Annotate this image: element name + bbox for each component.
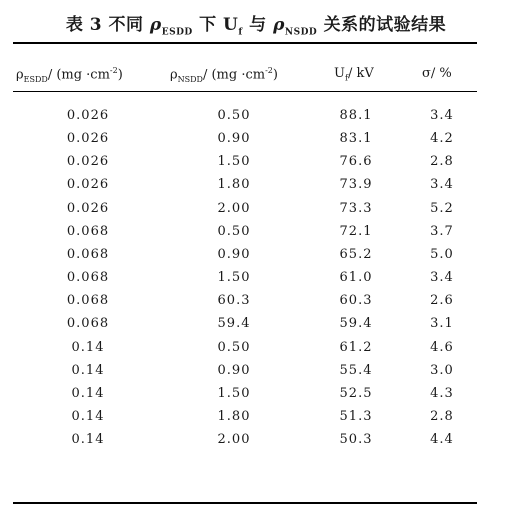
header-sigma xyxy=(422,66,452,81)
title-rho-esdd: ρ xyxy=(149,15,162,35)
cell-esdd: 0.068 xyxy=(66,293,110,309)
header-nsdd-sup: -2 xyxy=(265,66,273,75)
header-nsdd-unit: / (mg ·cm xyxy=(202,67,266,83)
title-rho-nsdd: ρ xyxy=(273,15,285,35)
header-uf xyxy=(334,66,374,83)
cell-nsdd: 2.00 xyxy=(217,200,251,216)
cell-esdd: 0.068 xyxy=(66,270,110,286)
cell-uf: 83.1 xyxy=(339,131,373,147)
header-sigma-label: σ/ % xyxy=(422,66,452,81)
cell-sigma: 3.4 xyxy=(430,177,454,193)
cell-nsdd: 60.3 xyxy=(217,293,251,309)
cell-uf: 50.3 xyxy=(339,432,373,448)
bottom-rule xyxy=(13,502,477,504)
header-esdd-sub: ESDD xyxy=(23,74,48,84)
cell-nsdd: 1.50 xyxy=(217,385,251,401)
cell-uf: 76.6 xyxy=(339,154,373,170)
cell-nsdd: 0.50 xyxy=(217,339,251,355)
cell-sigma: 3.4 xyxy=(430,108,454,123)
cell-uf: 65.2 xyxy=(339,246,373,262)
cell-nsdd: 0.50 xyxy=(217,223,251,239)
cell-sigma: 4.3 xyxy=(430,385,454,401)
cell-nsdd: 0.50 xyxy=(217,108,251,123)
title-sub-esdd: ESDD xyxy=(161,27,193,38)
cell-uf: 60.3 xyxy=(339,293,373,309)
title-mid2: 与 xyxy=(242,15,274,35)
cell-sigma: 5.0 xyxy=(430,246,454,262)
cell-uf: 61.0 xyxy=(339,270,373,286)
cell-esdd: 0.026 xyxy=(66,177,110,193)
cell-uf: 61.2 xyxy=(339,339,373,355)
title-mid1: 下 U xyxy=(192,15,239,35)
table-title xyxy=(0,10,512,37)
cell-sigma: 5.2 xyxy=(430,200,454,216)
title-sub-nsdd: NSDD xyxy=(284,27,318,38)
header-uf-symbol: U xyxy=(334,66,345,81)
cell-nsdd: 1.50 xyxy=(217,154,251,170)
cell-sigma: 2.8 xyxy=(430,408,454,424)
cell-esdd: 0.026 xyxy=(66,131,110,147)
cell-esdd: 0.026 xyxy=(66,108,110,123)
header-nsdd xyxy=(170,66,278,84)
title-prefix: 表 3 不同 xyxy=(65,15,150,35)
cell-sigma: 3.4 xyxy=(430,270,454,286)
cell-uf: 55.4 xyxy=(339,362,373,378)
cell-esdd: 0.14 xyxy=(71,432,105,448)
cell-nsdd: 59.4 xyxy=(217,316,251,332)
header-uf-sub: f xyxy=(344,73,348,83)
cell-nsdd: 1.80 xyxy=(217,408,251,424)
header-nsdd-end: ) xyxy=(272,67,278,83)
header-nsdd-symbol: ρ xyxy=(170,67,178,83)
cell-nsdd: 0.90 xyxy=(217,362,251,378)
cell-uf: 73.9 xyxy=(339,177,373,193)
cell-nsdd: 1.50 xyxy=(217,270,251,286)
cell-esdd: 0.14 xyxy=(71,362,105,378)
cell-uf: 51.3 xyxy=(339,408,373,424)
header-esdd xyxy=(16,66,123,84)
cell-esdd: 0.14 xyxy=(71,408,105,424)
header-esdd-sup: -2 xyxy=(109,66,118,75)
cell-uf: 59.4 xyxy=(339,316,373,332)
cell-sigma: 2.8 xyxy=(430,154,454,170)
cell-sigma: 3.1 xyxy=(430,316,454,332)
cell-uf: 73.3 xyxy=(339,200,373,216)
header-esdd-unit: / (mg ·cm xyxy=(47,67,110,83)
top-rule xyxy=(13,42,477,44)
cell-nsdd: 0.90 xyxy=(217,246,251,262)
title-suffix: 关系的试验结果 xyxy=(317,15,447,35)
cell-esdd: 0.068 xyxy=(66,316,110,332)
title-sub-f: f xyxy=(238,27,243,38)
header-esdd-end: ) xyxy=(117,67,123,83)
cell-nsdd: 2.00 xyxy=(217,432,251,448)
cell-esdd: 0.14 xyxy=(71,385,105,401)
cell-sigma: 4.4 xyxy=(430,432,454,448)
cell-esdd: 0.026 xyxy=(66,200,110,216)
header-rule xyxy=(13,91,477,92)
cell-uf: 88.1 xyxy=(339,108,373,123)
cell-esdd: 0.068 xyxy=(66,246,110,262)
header-nsdd-sub: NSDD xyxy=(177,74,203,84)
cell-nsdd: 1.80 xyxy=(217,177,251,193)
cell-esdd: 0.026 xyxy=(66,154,110,170)
cell-uf: 72.1 xyxy=(339,223,373,239)
header-esdd-symbol: ρ xyxy=(16,67,24,83)
cell-sigma: 3.7 xyxy=(430,223,454,239)
cell-sigma: 3.0 xyxy=(430,362,454,378)
cell-sigma: 2.6 xyxy=(430,293,454,309)
cell-nsdd: 0.90 xyxy=(217,131,251,147)
cell-sigma: 4.2 xyxy=(430,131,454,147)
cell-esdd: 0.068 xyxy=(66,223,110,239)
header-uf-unit: / kV xyxy=(347,66,374,81)
cell-uf: 52.5 xyxy=(339,385,373,401)
cell-sigma: 4.6 xyxy=(430,339,454,355)
cell-esdd: 0.14 xyxy=(71,339,105,355)
